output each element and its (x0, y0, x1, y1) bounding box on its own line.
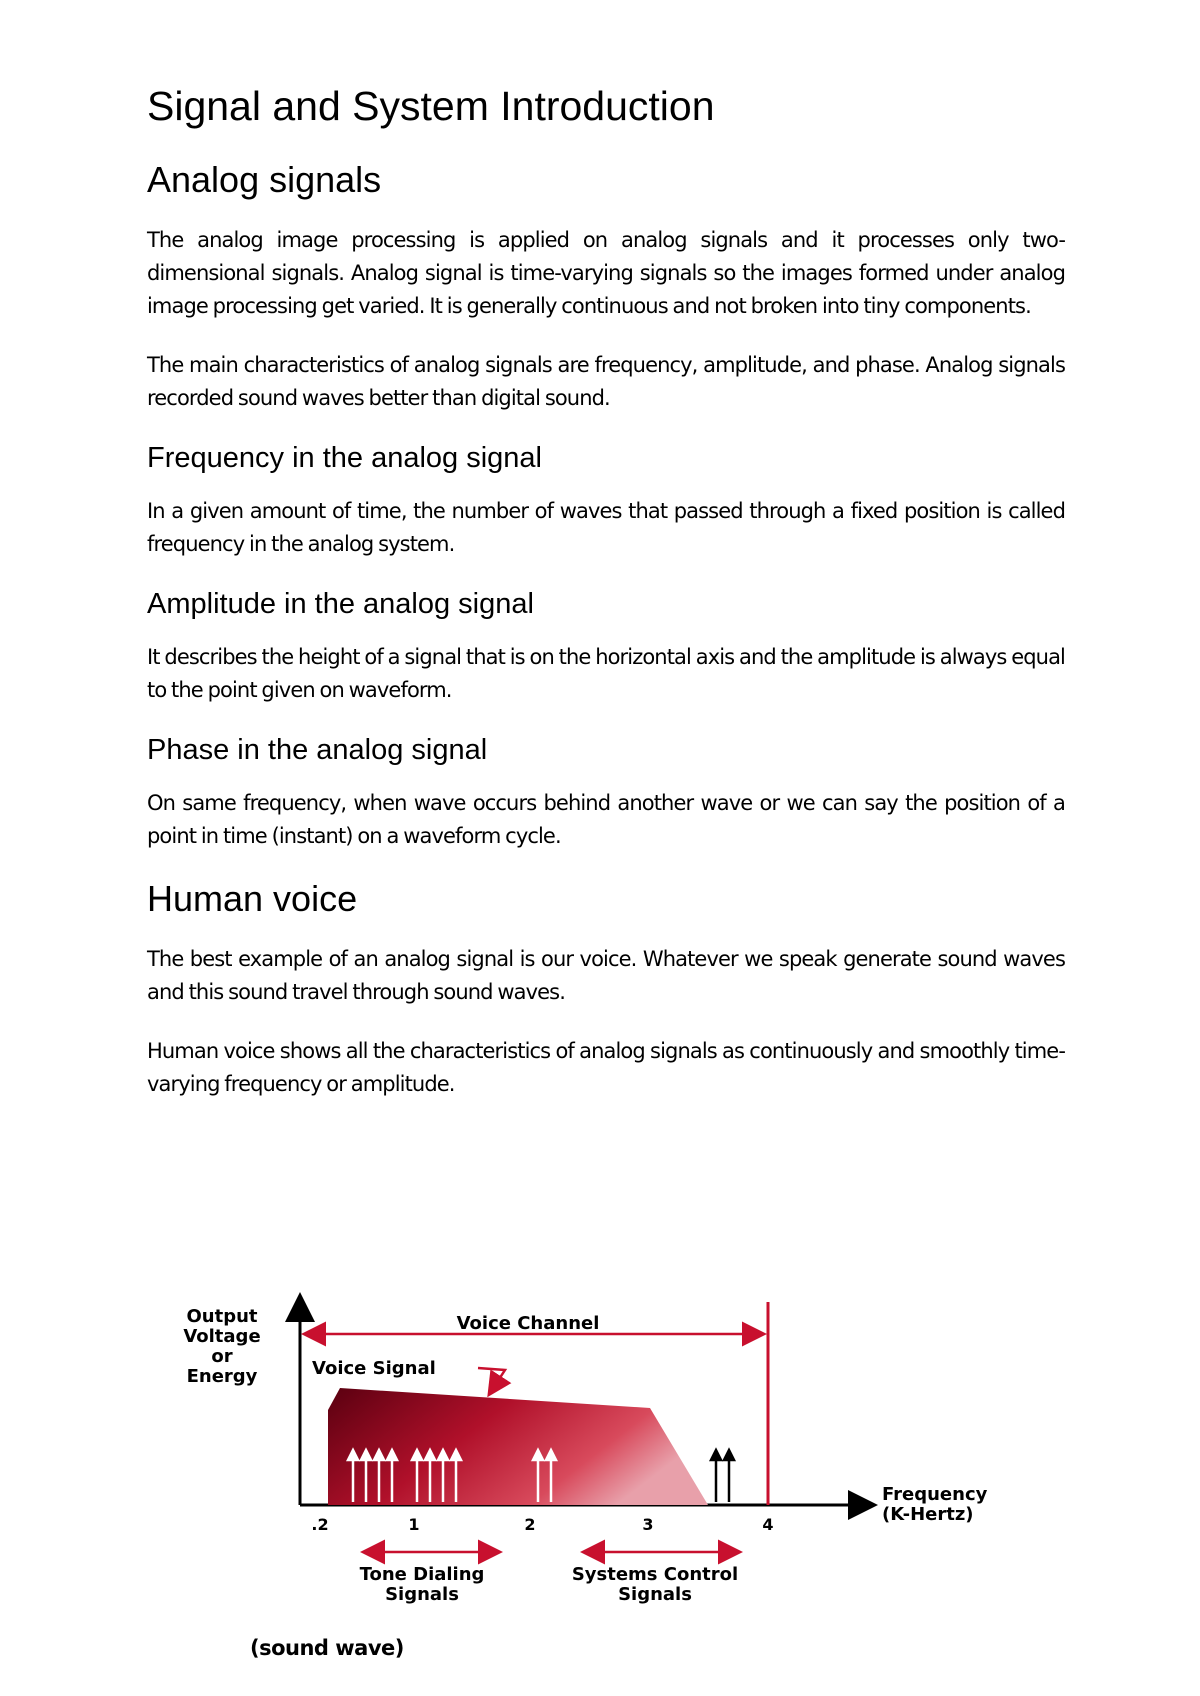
page-title: Signal and System Introduction (147, 83, 715, 129)
y-axis-label-line-2: Voltage (183, 1326, 261, 1347)
x-tick-label-4: 4 (762, 1515, 774, 1534)
paragraph-voice-1: The best example of an analog signal is our voice. Whatever we speak generate sound waves and this sound travel through sound waves. (147, 947, 1065, 1004)
x-axis-label-line-2: (K-Hertz) (882, 1504, 974, 1525)
paragraph-frequency: In a given amount of time, the number of waves that passed through a fixed position is called frequency in the analog system. (147, 499, 1065, 556)
paragraph-amplitude: It describes the height of a signal that is on the horizontal axis and the amplitude is always equal to the point given on waveform. (147, 645, 1065, 702)
voice-signal-pointer (478, 1368, 505, 1393)
paragraph-voice-2: Human voice shows all the characteristics of analog signals as continuously and smoothly time-varying frequency or amplitude. (147, 1039, 1065, 1096)
y-axis-label-line-4: Energy (186, 1366, 258, 1387)
heading-analog-signals: Analog signals (147, 159, 382, 200)
x-axis-label-line-1: Frequency (882, 1484, 988, 1505)
tone-dialing-label-line-2: Signals (385, 1584, 459, 1605)
document-content (147, 78, 1065, 1127)
heading-amplitude: Amplitude in the analog signal (147, 588, 534, 620)
voice-channel-diagram (160, 1290, 1040, 1620)
y-axis-label-line-3: or (211, 1346, 233, 1367)
x-tick-label-0-2: .2 (311, 1515, 329, 1534)
figure-caption: (sound wave) (250, 1636, 404, 1660)
y-axis-label-line-1: Output (186, 1306, 258, 1327)
tone-dialing-label-line-1: Tone Dialing (359, 1564, 485, 1585)
heading-phase: Phase in the analog signal (147, 734, 488, 766)
voice-channel-figure (160, 1290, 1040, 1620)
paragraph-phase: On same frequency, when wave occurs behind another wave or we can say the position of a point in time (instant) on a waveform cycle. (147, 791, 1065, 848)
systems-control-arrows (711, 1450, 734, 1502)
heading-frequency: Frequency in the analog signal (147, 442, 542, 474)
voice-signal-label: Voice Signal (312, 1358, 436, 1379)
voice-signal-area (328, 1388, 708, 1505)
x-tick-label-2: 2 (524, 1515, 536, 1534)
paragraph-analog-2: The main characteristics of analog signals are frequency, amplitude, and phase. Analog signals recorded sound waves better than digital sound. (147, 353, 1065, 410)
systems-control-label-line-2: Signals (618, 1584, 692, 1605)
voice-channel-label: Voice Channel (456, 1313, 600, 1334)
x-tick-label-1: 1 (408, 1515, 420, 1534)
heading-human-voice: Human voice (147, 878, 358, 919)
systems-control-label-line-1: Systems Control (571, 1564, 739, 1585)
paragraph-analog-1: The analog image processing is applied on analog signals and it processes only two-dimensional signals. Analog signal is time-varying signals so the images formed under analog image processing get varied. It is generally continuous and not broken into tiny components. (147, 228, 1065, 318)
x-tick-label-3: 3 (642, 1515, 654, 1534)
